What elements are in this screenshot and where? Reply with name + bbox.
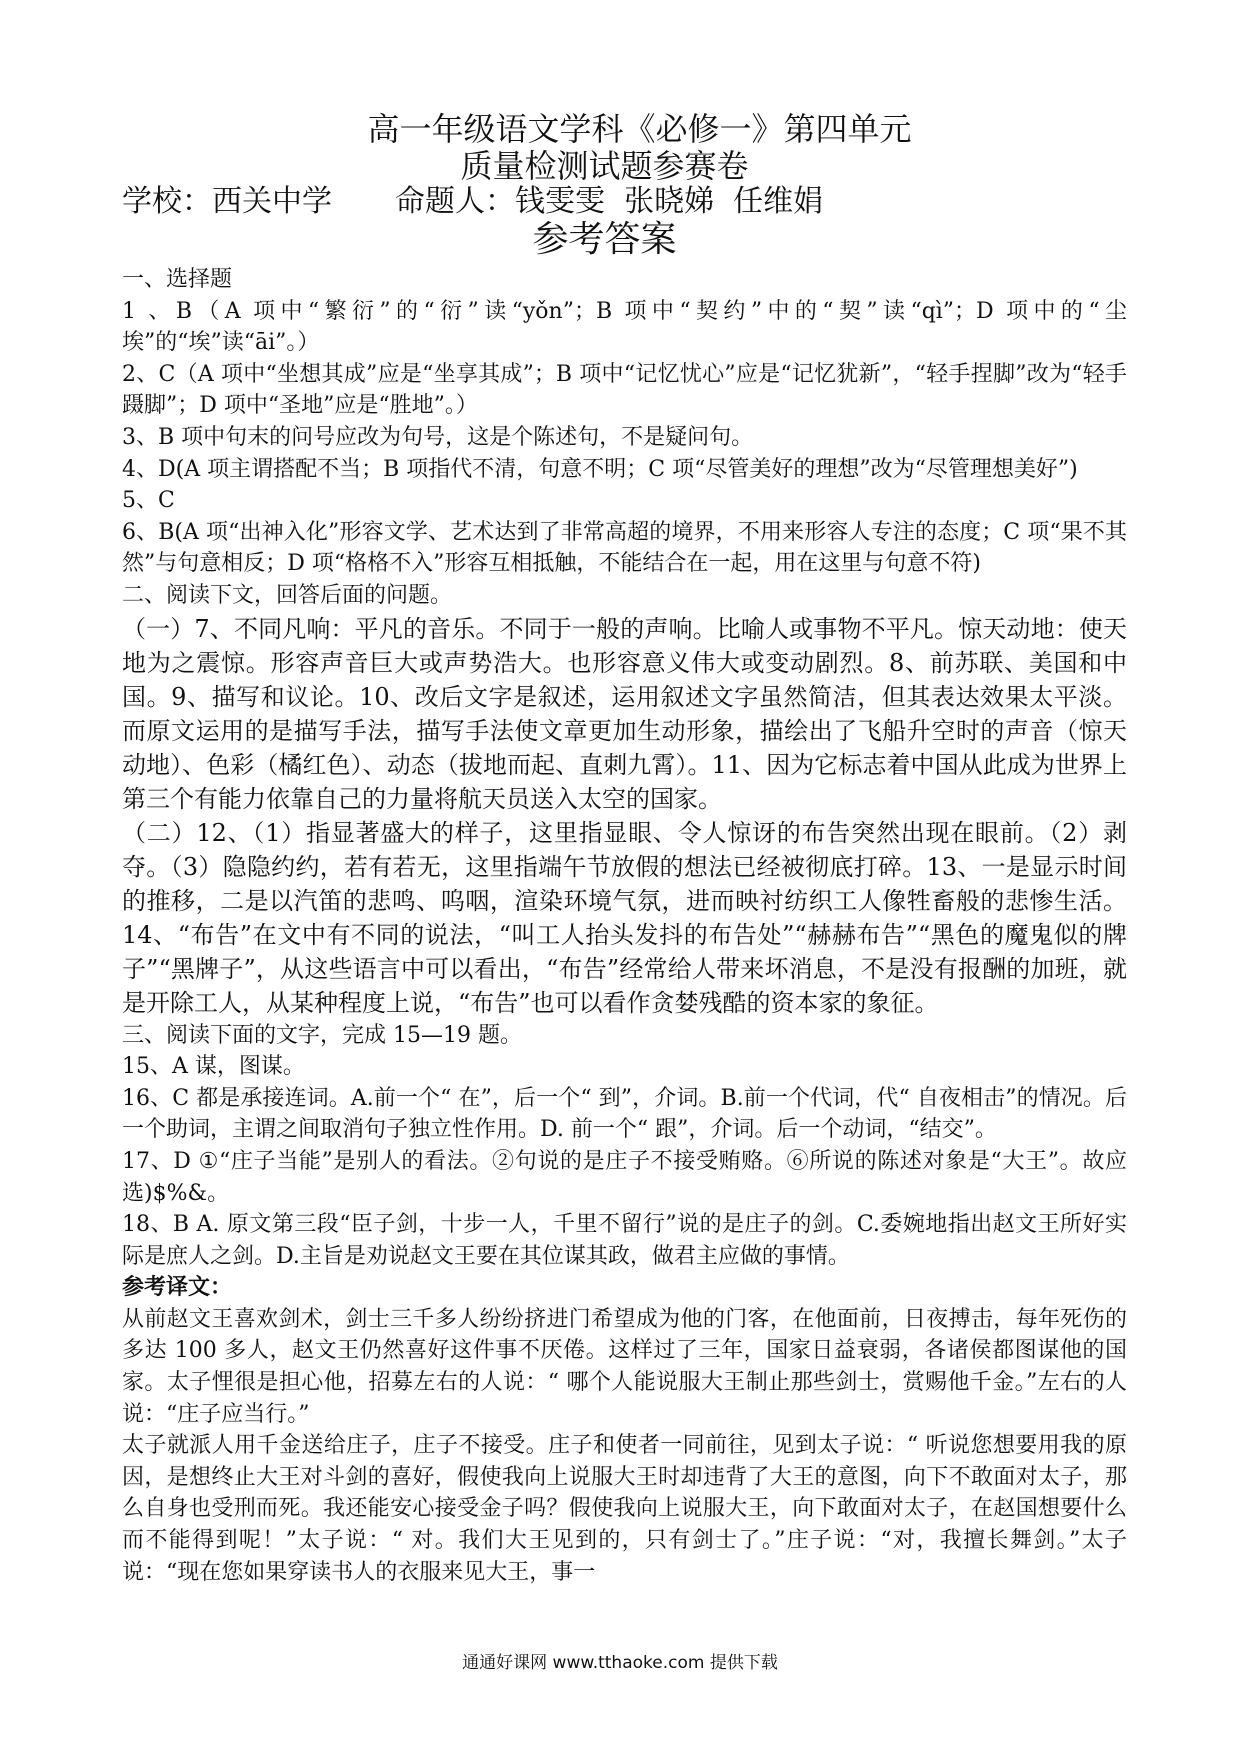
paragraph: 三、阅读下面的文字，完成 15—19 题。 bbox=[122, 1022, 522, 1048]
paragraph: 5、C bbox=[122, 488, 175, 514]
paragraph: （一）7、不同凡响：平凡的音乐。不同于一般的声响。比喻人或事物不平凡。惊天动地：使天地为之震惊。形容声音巨大或声势浩大。也形容意义伟大或变动剧烈。8、前苏联、美国和中国。9、描写和议论。10、改后文字是叙述，运用叙述文字虽然简洁，但其表达效果太平淡。而原文运用的是描写手法，描写手法使文章更加生动形象，描绘出了飞船升空时的声音（惊天动地）、色彩（橘红色）、动态（拔地而起、直刺九霄）。11、因为它标志着中国从此成为世界上第三个有能力依靠自己的力量将航天员送入太空的国家。 bbox=[122, 614, 1127, 813]
document-meta bbox=[122, 184, 1127, 220]
paragraph: （二）12、（1）指显著盛大的样子，这里指显眼、令人惊讶的布告突然出现在眼前。（2）剥夺。（3）隐隐约约，若有若无，这里指端午节放假的想法已经被彻底打碎。13、一是显示时间的推移，二是以汽笛的悲鸣、呜咽，渲染环境气氛，进而映衬纺织工人像牲畜般的悲惨生活。14、“布告”在文中有不同的说法，“叫工人抬头发抖的布告处”“赫赫布告”“黑色的魔鬼似的牌子”“黑牌子”，从这些语言中可以看出，“布告”经常给人带来坏消息，不是没有报酬的加班，就是开除工人，从某种程度上说，“布告”也可以看作贪婪残酷的资本家的象征。 bbox=[122, 818, 1127, 1017]
answer-body bbox=[122, 264, 1127, 1588]
footer-credit: 通通好课网 www.tthaoke.com 提供下载 bbox=[462, 1653, 778, 1673]
paragraph: 18、B A. 原文第三段“臣子剑，十步一人，千里不留行”说的是庄子的剑。C.委婉地指出赵文王所好实际是庶人之剑。D.主旨是劝说赵文王要在其位谋其政，做君主应做的事情。 bbox=[122, 1212, 1127, 1269]
paragraph: 4、D(A 项主谓搭配不当；B 项指代不清，句意不明；C 项“尽管美好的理想”改为“尽管理想美好”) bbox=[122, 456, 1078, 482]
answer-heading: 参考答案 bbox=[532, 219, 677, 260]
paragraph: 2、C（A 项中“坐想其成”应是“坐享其成”；B 项中“记忆忧心”应是“记忆犹新”，“轻手捏脚”改为“轻手蹑脚”；D 项中“圣地”应是“胜地”。） bbox=[122, 361, 1127, 419]
paragraph: 3、B 项中句末的问号应改为句号，这是个陈述句，不是疑问句。 bbox=[122, 424, 754, 450]
paragraph: 6、B(A 项“出神入化”形容文学、艺术达到了非常高超的境界，不用来形容人专注的态度；C 项“果不其然”与句意相反；D 项“格格不入”形容互相抵触，不能结合在一起，用在这里与句意不符) bbox=[122, 519, 1127, 577]
paragraph: 从前赵文王喜欢剑术，剑士三千多人纷纷挤进门希望成为他的门客，在他面前，日夜搏击，每年死伤的多达 100 多人，赵文王仍然喜好这件事不厌倦。这样过了三年，国家日益衰弱，各诸侯都图谋他的国家。太子悝很是担心他，招募左右的人说：“ 哪个人能说服大王制止那些剑士，赏赐他千金。”左右的人说：“庄子应当行。” bbox=[122, 1306, 1127, 1427]
paragraph: 1 、B（A 项中“繁衍”的“衍”读“yǒn”；B 项中“契约”中的“契”读“qì”；D 项中的“尘埃”的“埃”读“āi”。） bbox=[122, 298, 1127, 356]
document-title: 高一年级语文学科《必修一》第四单元 bbox=[367, 110, 912, 148]
paragraph: 参考译文： bbox=[122, 1274, 233, 1301]
paragraph: 15、A 谋，图谋。 bbox=[122, 1054, 305, 1080]
document-subtitle: 质量检测试题参赛卷 bbox=[460, 147, 749, 185]
authors: 命题人：钱雯雯 张晓娣 任维娟 bbox=[395, 184, 824, 219]
paragraph: 17、D ①“庄子当能”是别人的看法。②句说的是庄子不接受贿赂。⑥所说的陈述对象是“大王”。故应选)$%&。 bbox=[122, 1148, 1127, 1206]
school-name: 学校：西关中学 bbox=[122, 184, 332, 219]
paragraph: 太子就派人用千金送给庄子，庄子不接受。庄子和使者一同前往，见到太子说：“ 听说您想要用我的原因，是想终止大王对斗剑的喜好，假使我向上说服大王时却违背了大王的意图，向下不敢面对太子，那么自身也受刑而死。我还能安心接受金子吗？假使我向上说服大王，向下敢面对太子，在赵国想要什么而不能得到呢！”太子说：“ 对。我们大王见到的，只有剑士了。”庄子说：“对，我擅长舞剑。”太子说：“现在您如果穿读书人的衣服来见大王，事一 bbox=[122, 1433, 1127, 1585]
paragraph: 一、选择题 bbox=[122, 267, 233, 292]
paragraph: 二、阅读下文，回答后面的问题。 bbox=[122, 582, 453, 608]
answer-document bbox=[122, 110, 1127, 1588]
paragraph: 16、C 都是承接连词。A.前一个“ 在”，后一个“ 到”，介词。B.前一个代词，代“ 自夜相击”的情况。后一个助词，主谓之间取消句子独立性作用。D. 前一个“ 跟”，介词。后一个动词，“结交”。 bbox=[122, 1085, 1127, 1143]
